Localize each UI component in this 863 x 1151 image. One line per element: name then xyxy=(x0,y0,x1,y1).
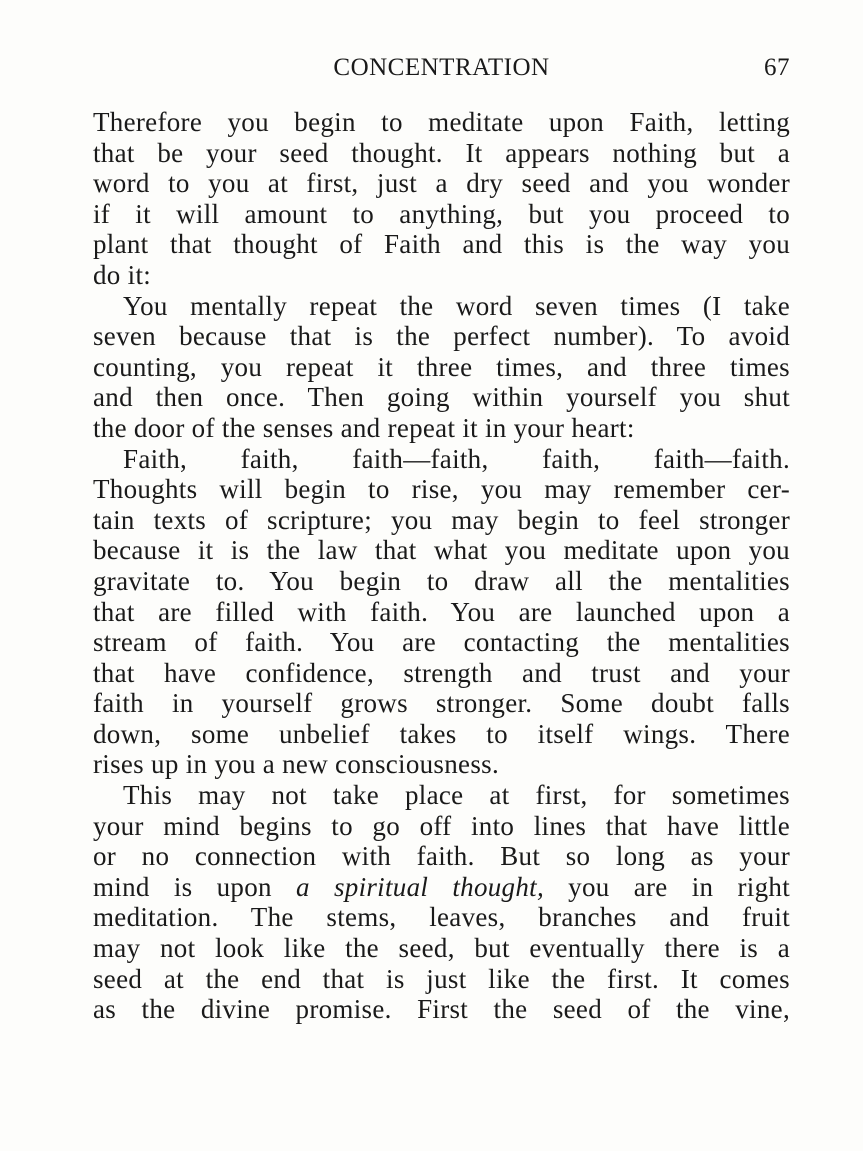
italic-text: a spiritual thought, xyxy=(296,871,544,902)
text-line: that have confidence, strength and trust and your xyxy=(93,657,790,688)
text-line: plant that thought of Faith and this is the way you xyxy=(93,229,790,260)
chapter-title: CONCENTRATION xyxy=(333,54,550,81)
text-line: stream of faith. You are contacting the mentalities xyxy=(93,627,790,658)
text-segment: mind is upon xyxy=(93,871,296,902)
text-line: Thoughts will begin to rise, you may remember cer- xyxy=(93,474,790,505)
paragraph xyxy=(93,444,790,781)
text-line: You mentally repeat the word seven times (I take xyxy=(123,290,790,321)
text-line: may not look like the seed, but eventually there is a xyxy=(93,933,790,964)
text-segment: you are in right xyxy=(544,871,790,902)
text-line: do it: xyxy=(93,259,152,290)
text-line: This may not take place at first, for sometimes xyxy=(123,780,790,811)
text-line xyxy=(93,872,790,903)
text-line: seven because that is the perfect number). To avoid xyxy=(93,321,790,352)
text-line: down, some unbelief takes to itself wings. There xyxy=(93,718,790,749)
text-line: seed at the end that is just like the first. It comes xyxy=(93,963,790,994)
text-line: rises up in you a new consciousness. xyxy=(93,749,499,780)
text-line: word to you at first, just a dry seed and you wonder xyxy=(93,168,790,199)
text-line: tain texts of scripture; you may begin to feel stronger xyxy=(93,504,790,535)
text-line: counting, you repeat it three times, and three times xyxy=(93,351,790,382)
text-line: faith in yourself grows stronger. Some doubt falls xyxy=(93,688,790,719)
text-line: that are filled with faith. You are launched upon a xyxy=(93,596,790,627)
text-line: Faith, faith, faith—faith, faith, faith—faith. xyxy=(123,443,790,474)
page-number: 67 xyxy=(764,54,790,81)
text-line: your mind begins to go off into lines that have little xyxy=(93,810,790,841)
paragraph xyxy=(93,107,790,291)
text-line: the door of the senses and repeat it in your heart: xyxy=(93,412,635,443)
paragraph xyxy=(93,780,790,1025)
text-line: gravitate to. You begin to draw all the mentalities xyxy=(93,565,790,596)
paragraph xyxy=(93,291,790,444)
text-line: if it will amount to anything, but you proceed to xyxy=(93,198,790,229)
text-line: as the divine promise. First the seed of the vine, xyxy=(93,994,790,1025)
body-text xyxy=(93,107,790,1025)
text-line: meditation. The stems, leaves, branches and fruit xyxy=(93,902,790,933)
text-line: or no connection with faith. But so long as your xyxy=(93,841,790,872)
text-line: and then once. Then going within yourself you shut xyxy=(93,382,790,413)
running-head xyxy=(93,52,790,86)
text-line: Therefore you begin to meditate upon Faith, letting xyxy=(93,107,790,137)
text-line: because it is the law that what you meditate upon you xyxy=(93,535,790,566)
text-line: that be your seed thought. It appears nothing but a xyxy=(93,137,790,168)
